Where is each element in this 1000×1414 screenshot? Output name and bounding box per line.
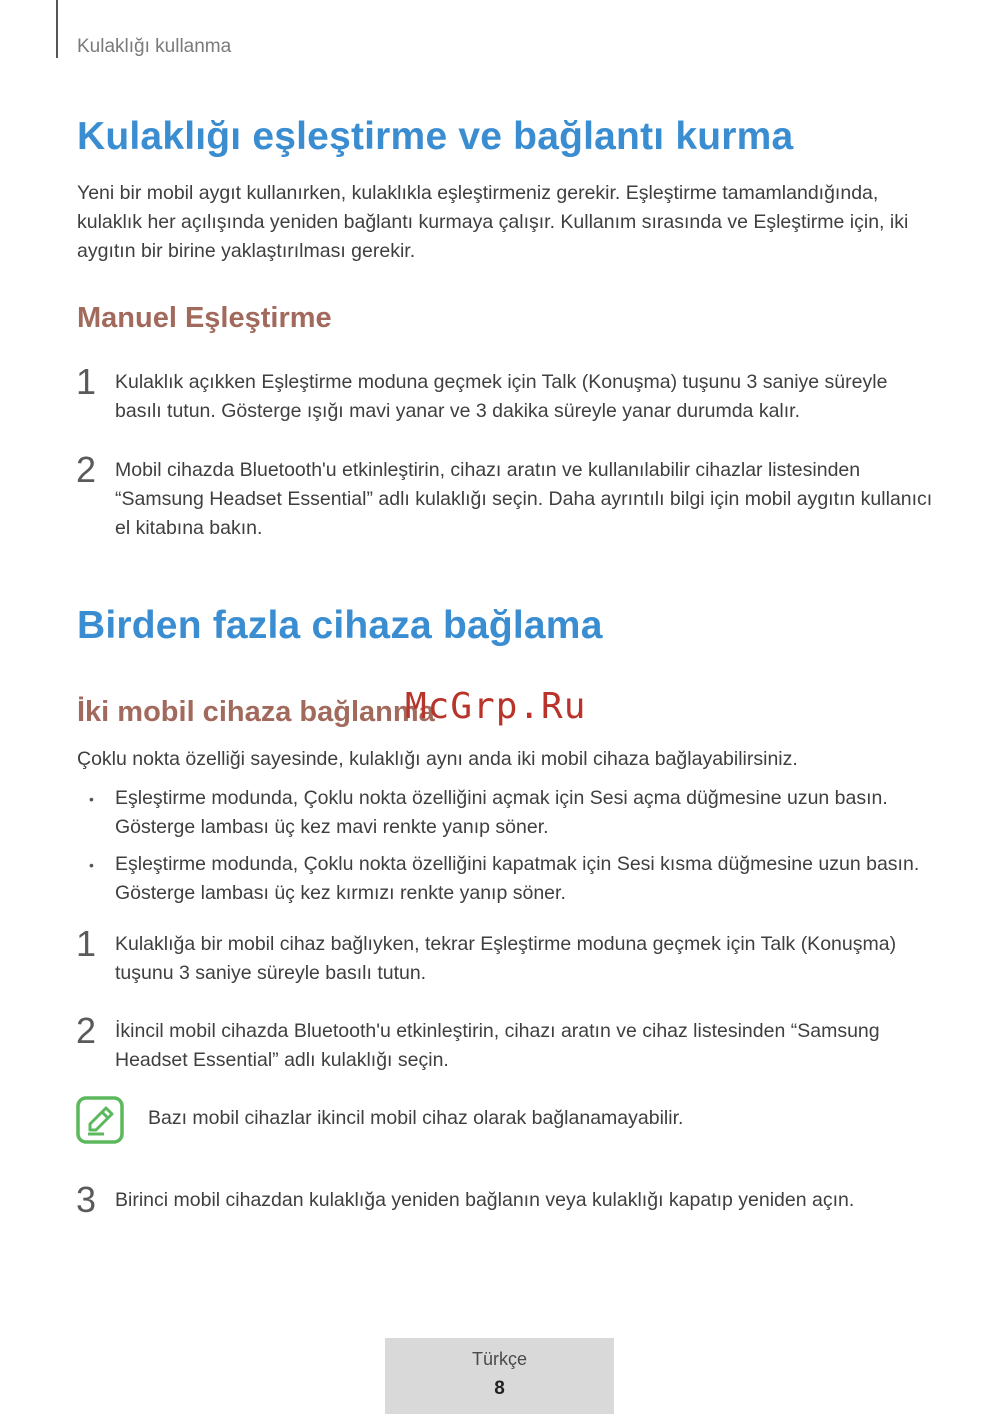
footer-language: Türkçe	[471, 1349, 527, 1369]
step-number: 2	[76, 449, 97, 490]
subtitle-manual-pairing: Manuel Eşleştirme	[77, 302, 332, 334]
page-number: 8	[494, 1378, 505, 1399]
step-text: İkincil mobil cihazda Bluetooth'u etkinleştirin, cihazı aratın ve cihaz listesinden “Samsung Headset Essential” adlı kulaklığı seçin.	[115, 1020, 880, 1071]
step-text: Kulaklığa bir mobil cihaz bağlıyken, tekrar Eşleştirme moduna geçmek için Talk (Konuşma) tuşunu 3 saniye süreyle basılı tutun.	[115, 933, 897, 984]
bullet-item: Eşleştirme modunda, Çoklu nokta özelliğini açmak için Sesi açma düğmesine uzun basın. Gösterge lambası üç kez mavi renkte yanıp söner.	[115, 787, 888, 838]
bullet-dot: •	[89, 857, 94, 873]
section-intro-multipoint: Çoklu nokta özelliği sayesinde, kulaklığı aynı anda iki mobil cihaza bağlayabilirsiniz.	[77, 748, 798, 770]
step-number: 2	[76, 1010, 97, 1051]
step-text: Mobil cihazda Bluetooth'u etkinleştirin, cihazı aratın ve kullanılabilir cihazlar listesinden “Samsung Headset Essential” adlı kulaklığı seçin. Daha ayrıntılı bilgi için mobil aygıtın kullanıcı el kitabına bakın.	[115, 459, 933, 539]
bullet-dot: •	[89, 791, 94, 807]
step-number: 1	[76, 361, 97, 402]
watermark: McGrp.Ru	[405, 686, 587, 727]
running-header: Kulaklığı kullanma	[77, 36, 232, 57]
step-number: 1	[76, 923, 97, 964]
note-pencil-icon	[76, 1096, 124, 1144]
note-text: Bazı mobil cihazlar ikincil mobil cihaz olarak bağlanamayabilir.	[148, 1107, 684, 1129]
step-text: Birinci mobil cihazdan kulaklığa yeniden bağlanın veya kulaklığı kapatıp yeniden açın.	[115, 1189, 855, 1211]
step-text: Kulaklık açıkken Eşleştirme moduna geçmek için Talk (Konuşma) tuşunu 3 saniye süreyle basılı tutun. Gösterge ışığı mavi yanar ve 3 dakika süreyle yanar durumda kalır.	[115, 371, 888, 422]
bullet-item: Eşleştirme modunda, Çoklu nokta özelliğini kapatmak için Sesi kısma düğmesine uzun basın. Gösterge lambası üç kez kırmızı renkte yanıp söner.	[115, 853, 920, 904]
header-side-rule	[56, 0, 58, 58]
section-title-multipoint: Birden fazla cihaza bağlama	[77, 604, 603, 647]
step-number: 3	[76, 1179, 97, 1220]
section-title-pairing: Kulaklığı eşleştirme ve bağlantı kurma	[77, 115, 794, 158]
subtitle-two-devices: İki mobil cihaza bağlanma	[77, 696, 435, 728]
section-intro-pairing: Yeni bir mobil aygıt kullanırken, kulaklıkla eşleştirmeniz gerekir. Eşleştirme tamamlandığında, kulaklık her açılışında yeniden bağlantı kurmaya çalışır. Kullanım sırasında ve Eşleştirme için, iki aygıtın bir birine yaklaştırılması gerekir.	[77, 182, 909, 262]
